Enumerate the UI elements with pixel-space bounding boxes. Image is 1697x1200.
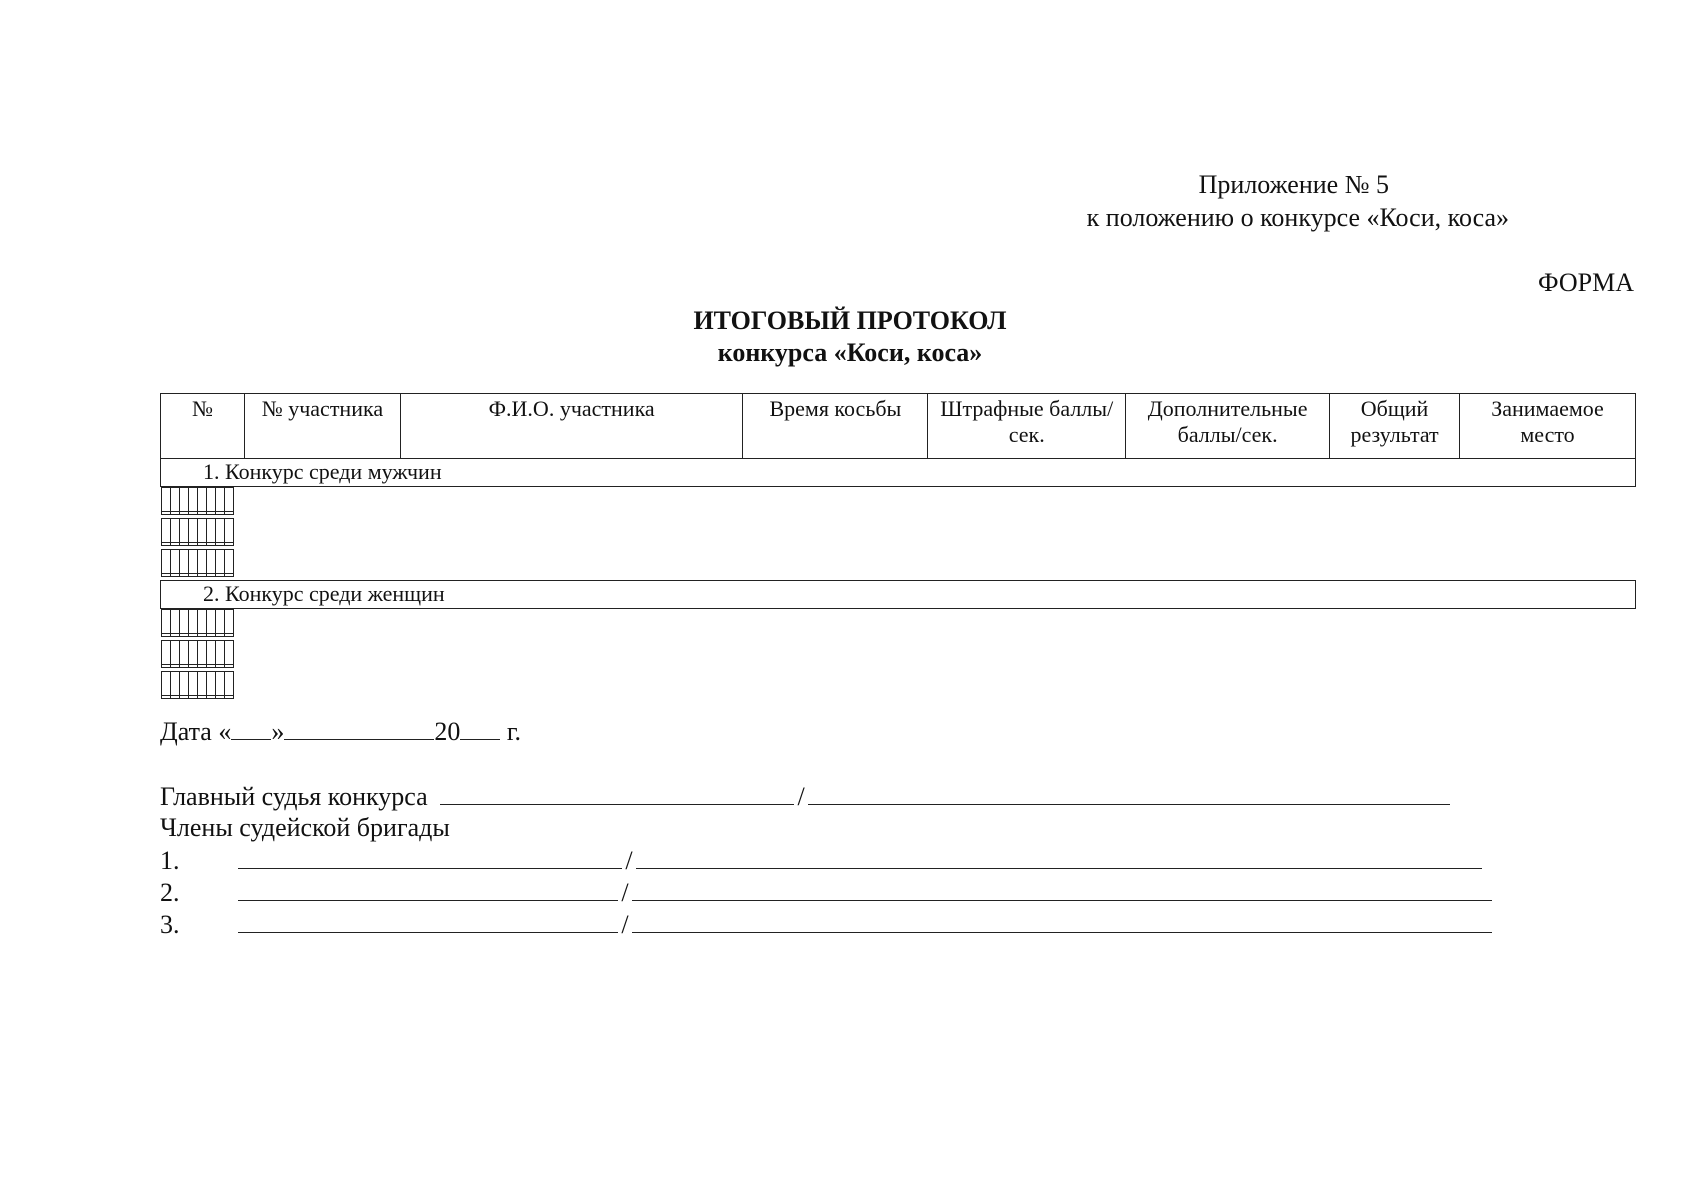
member-name-blank[interactable] (632, 876, 1492, 901)
year-blank[interactable] (460, 715, 500, 740)
cell[interactable] (215, 519, 224, 546)
cell[interactable] (170, 641, 179, 668)
appendix-header (949, 168, 1509, 234)
cell[interactable] (179, 519, 188, 546)
cell[interactable] (188, 641, 197, 668)
member-signature-blank[interactable] (238, 844, 622, 869)
cell[interactable] (188, 488, 197, 515)
table-row (161, 549, 234, 574)
cell[interactable] (170, 610, 179, 637)
document-title (580, 305, 1120, 369)
cell[interactable] (197, 488, 206, 515)
section-row-women (161, 581, 1636, 609)
section-women-label: 2. Конкурс среди женщин (161, 581, 1636, 609)
date-year: 20 (434, 717, 461, 746)
member-name-blank[interactable] (632, 908, 1492, 933)
month-blank[interactable] (284, 715, 434, 740)
header-place: Занимаемое место (1460, 394, 1636, 459)
cell[interactable] (224, 488, 233, 515)
section-row-men (161, 459, 1636, 487)
table-row (161, 640, 234, 665)
separator-slash: / (621, 878, 629, 907)
header-total-result: Общий результат (1330, 394, 1460, 459)
cell[interactable] (206, 641, 215, 668)
separator-slash: / (625, 846, 633, 875)
member-number: 1. (160, 846, 180, 875)
cell[interactable] (224, 519, 233, 546)
date-suffix: г. (500, 717, 522, 746)
table-header-row (161, 394, 1636, 459)
chief-judge-signature-blank[interactable] (440, 780, 794, 805)
table-row (161, 487, 234, 512)
member-row-1 (160, 844, 1482, 877)
section-men-label: 1. Конкурс среди мужчин (161, 459, 1636, 487)
table-row (161, 518, 234, 543)
cell[interactable] (224, 672, 233, 699)
cell[interactable] (215, 641, 224, 668)
table-row (161, 609, 234, 634)
cell[interactable] (215, 488, 224, 515)
cell[interactable] (161, 488, 170, 515)
day-blank[interactable] (231, 715, 271, 740)
header-number: № (161, 394, 245, 459)
table-row (161, 671, 234, 696)
judges-panel (160, 812, 633, 939)
title-sub: конкурса «Коси, коса» (717, 338, 983, 367)
cell[interactable] (206, 610, 215, 637)
separator-slash: / (797, 782, 805, 811)
member-name-blank[interactable] (636, 844, 1482, 869)
cell[interactable] (188, 519, 197, 546)
cell[interactable] (224, 550, 233, 577)
cell[interactable] (197, 610, 206, 637)
cell[interactable] (179, 550, 188, 577)
header-bonus-points: Дополнительные баллы/сек. (1126, 394, 1330, 459)
cell[interactable] (215, 610, 224, 637)
judges-panel-label: Члены судейской бригады (160, 813, 450, 842)
cell[interactable] (161, 519, 170, 546)
chief-judge-line (160, 780, 1450, 813)
cell[interactable] (224, 610, 233, 637)
date-prefix: Дата « (160, 717, 232, 746)
appendix-number: Приложение № 5 (1198, 170, 1389, 199)
cell[interactable] (170, 672, 179, 699)
cell[interactable] (206, 672, 215, 699)
member-row-2 (160, 876, 1492, 909)
appendix-reference: к положению о конкурсе «Коси, коса» (1086, 203, 1509, 232)
cell[interactable] (197, 519, 206, 546)
cell[interactable] (197, 641, 206, 668)
cell[interactable] (197, 550, 206, 577)
cell[interactable] (161, 550, 170, 577)
protocol-table (160, 393, 1636, 702)
date-mid: » (271, 717, 285, 746)
cell[interactable] (161, 610, 170, 637)
header-penalty-points: Штрафные баллы/сек. (928, 394, 1126, 459)
cell[interactable] (206, 519, 215, 546)
form-label: ФОРМА (1538, 268, 1634, 297)
cell[interactable] (215, 550, 224, 577)
cell[interactable] (188, 550, 197, 577)
cell[interactable] (170, 519, 179, 546)
cell[interactable] (179, 488, 188, 515)
cell[interactable] (170, 488, 179, 515)
cell[interactable] (179, 641, 188, 668)
member-number: 2. (160, 878, 180, 907)
cell[interactable] (224, 641, 233, 668)
header-mowing-time: Время косьбы (743, 394, 928, 459)
cell[interactable] (188, 672, 197, 699)
cell[interactable] (179, 610, 188, 637)
chief-judge-name-blank[interactable] (808, 780, 1450, 805)
cell[interactable] (197, 672, 206, 699)
member-signature-blank[interactable] (238, 876, 618, 901)
cell[interactable] (215, 672, 224, 699)
cell[interactable] (206, 550, 215, 577)
chief-judge-label: Главный судья конкурса (160, 782, 428, 811)
header-participant-name: Ф.И.О. участника (400, 394, 743, 459)
date-line (160, 715, 521, 748)
member-row-3 (160, 908, 1492, 941)
cell[interactable] (179, 672, 188, 699)
cell[interactable] (161, 641, 170, 668)
separator-slash: / (621, 910, 629, 939)
member-number: 3. (160, 910, 180, 939)
member-signature-blank[interactable] (238, 908, 618, 933)
cell[interactable] (161, 672, 170, 699)
cell[interactable] (188, 610, 197, 637)
header-participant-number: № участника (244, 394, 400, 459)
cell[interactable] (170, 550, 179, 577)
cell[interactable] (206, 488, 215, 515)
title-main: ИТОГОВЫЙ ПРОТОКОЛ (693, 306, 1007, 335)
